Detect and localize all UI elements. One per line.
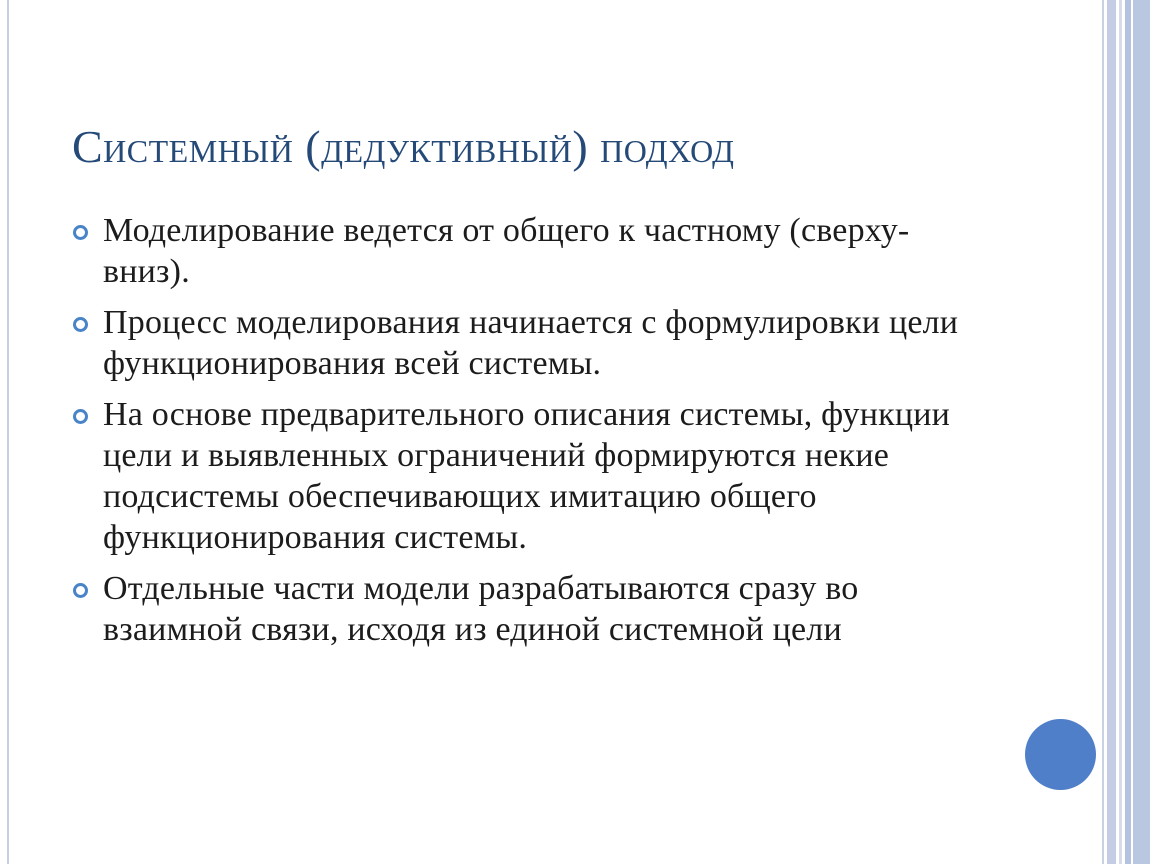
bullet-text: На основе предварительного описания системы, функции цели и выявленных ограничений формируются некие подсистемы обеспечивающих имитацию общего функционирования системы. <box>103 396 951 556</box>
bullet-item <box>70 210 990 292</box>
decorative-circle-icon <box>1025 719 1096 790</box>
bullet-icon <box>73 583 88 598</box>
bullet-text: Отдельные части модели разрабатываются сразу во взаимной связи, исходя из единой системной цели <box>103 570 859 648</box>
bullet-text: Моделирование ведется от общего к частному (сверху-вниз). <box>103 212 910 290</box>
bullet-item <box>70 568 990 650</box>
bullet-item <box>70 394 990 558</box>
left-frame-line <box>7 0 9 864</box>
right-frame-stripes <box>1102 0 1150 864</box>
frame-stripe <box>1133 0 1150 864</box>
bullet-text: Процесс моделирования начинается с формулировки цели функционирования всей системы. <box>103 304 959 382</box>
bullet-item <box>70 302 990 384</box>
bullet-icon <box>73 225 88 240</box>
frame-stripe <box>1102 0 1104 864</box>
slide-title: Системный (дедуктивный) подход <box>72 121 735 172</box>
bullet-list <box>70 210 990 660</box>
frame-stripe <box>1107 0 1116 864</box>
frame-stripe <box>1119 0 1122 864</box>
bullet-icon <box>73 409 88 424</box>
frame-stripe <box>1125 0 1131 864</box>
bullet-icon <box>73 317 88 332</box>
